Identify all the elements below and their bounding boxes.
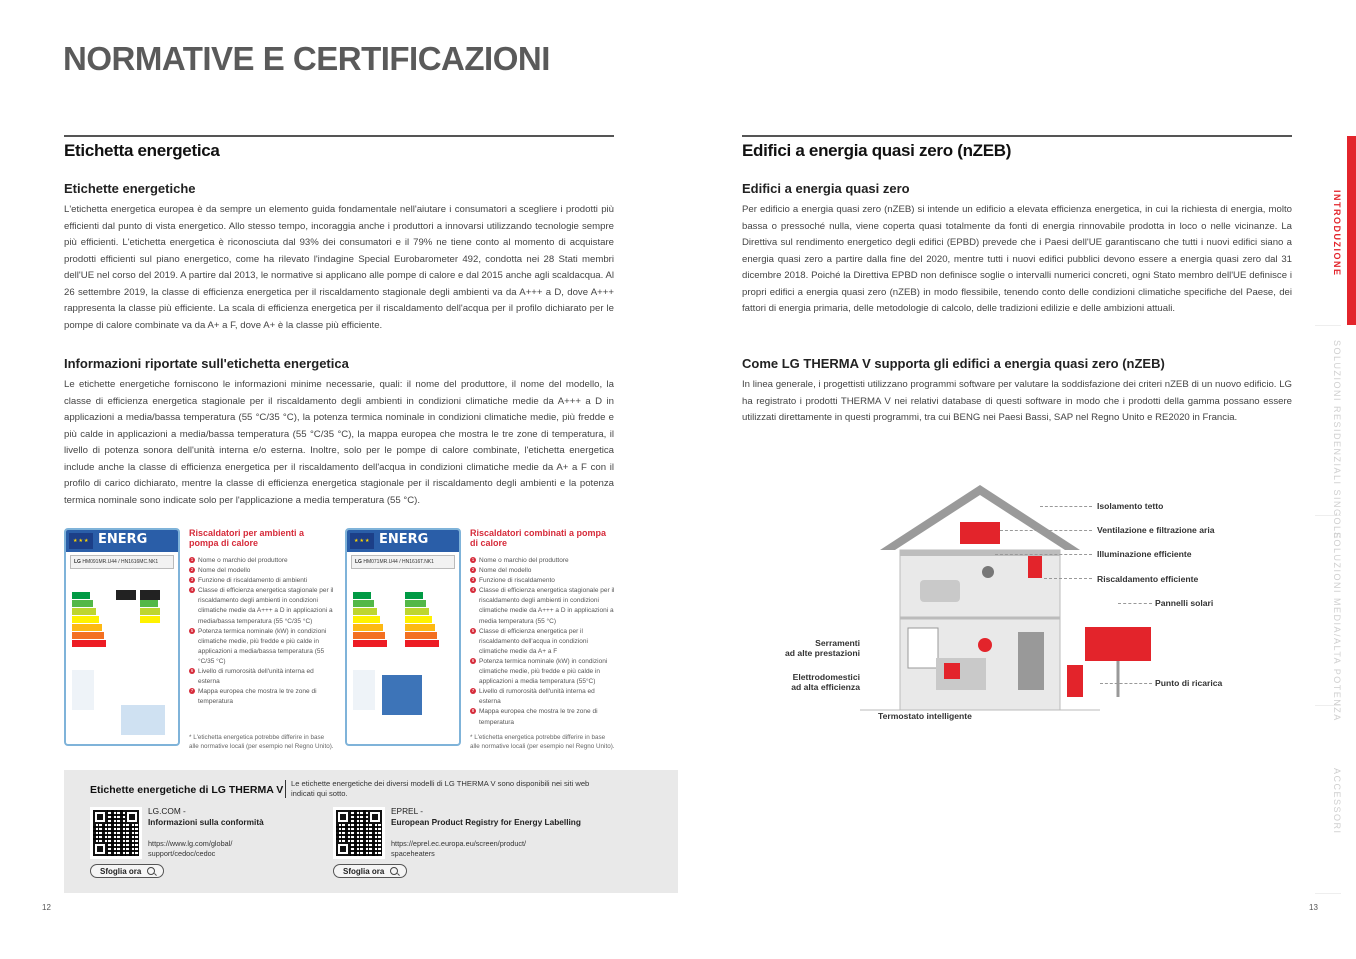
- list-item: 6 Potenza termica nominale (kW) in condizioni climatiche medie, più fredde e più calde in applicazioni a media temperatura (55°C): [471, 657, 608, 686]
- box-title: Etichette energetiche di LG THERMA V: [90, 784, 284, 796]
- left-subtitle-2: Informazioni riportate sull'etichetta energetica: [64, 356, 349, 371]
- list-item: 3 Funzione di riscaldamento: [471, 577, 555, 585]
- list-item: 5 Classe di efficienza energetica per il riscaldamento dell'acqua in condizioni climatiche medie da A+ a F: [471, 627, 588, 655]
- tab-soluzioni-residenziali[interactable]: SOLUZIONI RESIDENZIALI SINGOLE: [1332, 340, 1342, 541]
- label-smart-thermostat: Termostato intelligente: [878, 711, 972, 721]
- left-paragraph-1: L'etichetta energetica europea è da sempre un elemento guida fondamentale nell'aiutare i consumatori a scegliere i prodotti più efficienti dal punto di vista energetico. Allo stesso tempo, incoraggia anche i produttori a innovarsi utilizzando tecnologie sempre più efficienti. L'etichetta energetica è riconosciuta dal 93% dei consumatori e il 79% ne tiene conto al momento di acquistare prodotti efficienti sul piano energetico, come ha rilevato l'indagine Special Eurobarometer 492, condotta nei 28 Stati membri dell'UE nel corso del 2019. A partire dal 2013, le normative si applicano alle pompe di calore e dal 2015 anche agli scaldacqua. Al 26 settembre 2019, la classe di efficienza energetica per il riscaldamento stagionale degli ambienti va da A+++ a D, dove A+++ rappresenta la classe più efficiente. La scala di efficienza energetica per il riscaldamento dell'acqua per il profilo dichiarato per le pompe di calore combinate va da A+ a F, dove A+ è la classe più efficiente.: [64, 204, 614, 331]
- right-paragraph-1: Per edificio a energia quasi zero (nZEB) si intende un edificio a elevata efficienza energetica, in cui la richiesta di energia, molto bassa o pressoché nulla, viene coperta quasi totalmente da fonti di energia rinnovabile prodotta in loco o nelle vicinanze. La Direttiva sul rendimento energetico degli edifici (EPBD) prevede che i Paesi dell'UE garantiscano che tutti i nuovi edifici siano a energia quasi zero a partire dalla fine del 2020, mentre tutti i nuovi edifici pubblici devono essere a energia quasi zero dal 31 dicembre 2018. Poiché la Direttiva EPBD non definisce soglie o intervalli numerici concreti, ogni Stato membro dell'UE definisce i propri edifici a energia quasi zero (nZEB) in modo flessibile, tenendo conto delle condizioni climatiche specifiche del Paese, dei fattori di energia primaria, delle metodologie di calcolo, delle tradizioni edilizie e delle ambizioni attuali.: [742, 204, 1292, 314]
- list-item: 4 Classe di efficienza energetica stagionale per il riscaldamento degli ambienti in condizioni climatiche medie da A+++ a D in applicazioni a media temperatura (55 °C): [471, 587, 615, 625]
- list-item: 4 Classe di efficienza energetica stagionale per il riscaldamento degli ambienti in condizioni climatiche medie da A+++ a D in applicazioni a media/bassa temperatura (55 °C/35 °C): [190, 587, 334, 625]
- tab-accessori[interactable]: ACCESSORI: [1332, 768, 1342, 835]
- door-icon: [1018, 632, 1044, 690]
- page-title: NORMATIVE E CERTIFICAZIONI: [63, 40, 550, 77]
- left-paragraph-2: Le etichette energetiche forniscono le informazioni minime necessarie, quali: il nome del produttore, il nome del modello, la classe di efficienza energetica stagionale per il riscaldamento degli ambienti in condizioni climatiche medie da A+++ a D in applicazioni a media/bassa temperatura (55 °C/35 °C), la potenza termica nominale in condizioni climatiche medie, più fredde e più calde in applicazioni a media/bassa temperatura (55 °C/35 °C), la mappa europea che mostra le tre zone di temperatura, il livello di potenza sonora dell'unità interna e/o esterna. Inoltre, solo per le pompe di calore combinate, l'etichetta energetica include anche la classe di efficienza energetica per il riscaldamento dell'acqua in condizioni climatiche medie da A+ a F con il profilo di carico dichiarato, mentre la classe di efficienza energetica stagionale per il riscaldamento degli ambienti e la potenza termica nominale sono indicate solo per l'applicazione a media temperatura (55 °C).: [64, 379, 614, 506]
- label-appliances: Elettrodomestici ad alta efficienza: [791, 672, 860, 692]
- link1-name: LG.COM -: [148, 806, 186, 816]
- link2-url[interactable]: https://eprel.ec.europa.eu/screen/product/ spaceheaters: [391, 839, 527, 858]
- link1-url[interactable]: https://www.lg.com/global/ support/cedoc/cedoc: [148, 839, 233, 858]
- ev-charger-solar-illustration: [1065, 625, 1155, 700]
- box-note: Le etichette energetiche dei diversi modelli di LG THERMA V sono disponibili nei siti web indicati qui sotto.: [291, 779, 590, 798]
- link1-desc: Informazioni sulla conformità: [148, 817, 264, 827]
- list-item: 8 Mappa europea che mostra le tre zone di temperatura: [471, 708, 598, 726]
- ventilation-unit-icon: [960, 522, 1000, 544]
- ev-charger-icon: [1067, 665, 1083, 697]
- list-item: 1 Nome o marchio del produttore: [190, 557, 288, 564]
- energy-label-image-2: ★★★ ENERG LG HM071MR.U44 / HN1616T.NK1: [345, 528, 461, 746]
- label2-heading: Riscaldatori combinati a pompa di calore: [470, 528, 607, 548]
- right-subtitle-1: Edifici a energia quasi zero: [742, 181, 910, 196]
- eu-flag-icon: [350, 533, 374, 549]
- kitchen-icon: [936, 658, 986, 690]
- list-item: 7 Livello di rumorosità dell'unità interna ed esterna: [471, 688, 595, 706]
- europe-map-icon: [382, 675, 422, 715]
- search-icon: [147, 867, 155, 875]
- link2-name: EPREL -: [391, 806, 423, 816]
- washing-machine-icon: [944, 663, 960, 679]
- label1-heading: Riscaldatori per ambienti a pompa di calore: [189, 528, 305, 548]
- tab-soluzioni-media-alta[interactable]: SOLUZIONI MEDIA/ALTA POTENZA: [1332, 532, 1342, 722]
- list-item: 7 Mappa europea che mostra le tre zone di temperatura: [190, 688, 317, 706]
- right-section-title: Edifici a energia quasi zero (nZEB): [742, 141, 1012, 160]
- left-section-rule: [64, 135, 614, 137]
- right-subtitle-2: Come LG THERMA V supporta gli edifici a energia quasi zero (nZEB): [742, 356, 1165, 371]
- label-lighting: Illuminazione efficiente: [1097, 549, 1192, 559]
- left-subtitle-1: Etichette energetiche: [64, 181, 196, 196]
- lamp-icon: [982, 566, 994, 578]
- left-section-title: Etichetta energetica: [64, 141, 220, 160]
- nzeb-house-illustration: [860, 480, 1100, 720]
- page-number-right: 13: [1309, 903, 1318, 912]
- solar-panel-icon: [1085, 627, 1151, 661]
- label1-list: [189, 556, 334, 707]
- browse-now-button-eprel[interactable]: Sfoglia ora: [333, 864, 407, 878]
- list-item: 5 Potenza termica nominale (kW) in condizioni climatiche medie, più fredde e più calde in applicazioni a media/bassa temperatura (55 °C/35 °C): [190, 627, 327, 665]
- active-tab-indicator: [1347, 136, 1356, 325]
- label2-footnote: * L'etichetta energetica potrebbe differire in base alle normative locali (per esempio nel Regno Unito).: [470, 734, 615, 751]
- label2-list: [470, 556, 615, 728]
- right-section-rule: [742, 135, 1292, 137]
- label1-footnote: * L'etichetta energetica potrebbe differire in base alle normative locali (per esempio nel Regno Unito).: [189, 734, 334, 751]
- right-paragraph-2: In linea generale, i progettisti utilizzano programmi software per valutare la soddisfazione dei criteri nZEB di un nuovo edificio. LG ha registrato i prodotti THERMA V nei relativi database di questi software in modo che i prodotti della gamma possano essere utilizzati direttamente in questi programmi, tra cui BENG nei Paesi Bassi, SAP nel Regno Unito e RE2020 in Francia.: [742, 379, 1292, 423]
- page-number-left: 12: [42, 903, 51, 912]
- energy-labels-box: [64, 770, 678, 893]
- label-heating: Riscaldamento efficiente: [1097, 574, 1199, 584]
- label-solar-panels: Pannelli solari: [1155, 598, 1214, 608]
- qr-code-eprel[interactable]: [333, 807, 385, 859]
- energy-label-image-1: ★★★ ENERG LG HM091MR.U44 / HN1616MC.NK1: [64, 528, 180, 746]
- tab-introduzione[interactable]: INTRODUZIONE: [1332, 190, 1342, 277]
- efficiency-bars: [72, 592, 106, 648]
- label-charging-point: Punto di ricarica: [1155, 678, 1223, 688]
- list-item: 2 Nome del modello: [190, 567, 251, 575]
- search-icon: [390, 867, 398, 875]
- label-roof-insulation: Isolamento tetto: [1097, 501, 1164, 511]
- list-item: 1 Nome o marchio del produttore: [471, 557, 569, 564]
- boiler-icon: [1028, 556, 1042, 578]
- window-icon: [908, 628, 938, 668]
- link2-desc: European Product Registry for Energy Labelling: [391, 817, 581, 827]
- list-item: 3 Funzione di riscaldamento di ambienti: [190, 577, 308, 585]
- qr-code-lg[interactable]: [90, 807, 142, 859]
- label-ventilation: Ventilazione e filtrazione aria: [1097, 525, 1215, 535]
- list-item: 2 Nome del modello: [471, 567, 532, 575]
- browse-now-button-lg[interactable]: Sfoglia ora: [90, 864, 164, 878]
- label-windows: Serramenti ad alte prestazioni: [785, 638, 860, 658]
- europe-map-icon: [121, 705, 165, 735]
- list-item: 6 Livello di rumorosità dell'unità interna ed esterna: [190, 668, 314, 686]
- sofa-icon: [920, 580, 960, 602]
- eu-flag-icon: [69, 533, 93, 549]
- thermostat-icon: [978, 638, 992, 652]
